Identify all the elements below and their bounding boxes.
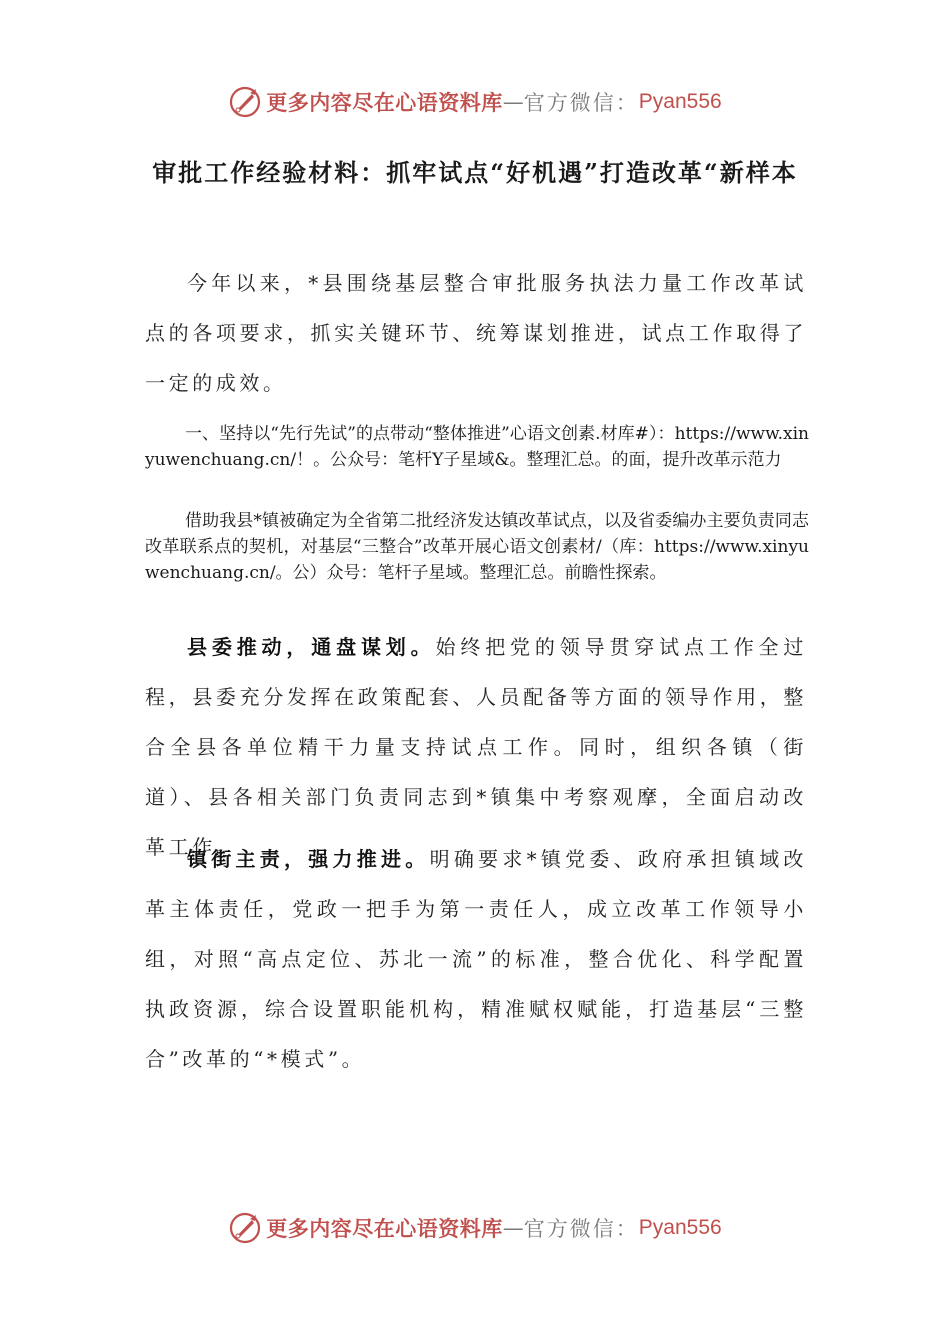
section-one-body: 借助我县*镇被确定为全省第二批经济发达镇改革试点，以及省委编办主要负责同志改革联系点的契机，对基层“三整合”改革开展心语文创素材/（库：https://www.xinyuwenchuang.cn/。公）众号：笔杆子星域。整理汇总。前瞻性探索。 (145, 511, 809, 583)
section-one-heading: 一、坚持以“先行先试”的点带动“整体推进”心语文创素.材库#）：https://www.xinyuwenchuang.cn/！。公众号：笔杆Y子星域&。整理汇总。的面，提升改革示范力 (145, 424, 809, 470)
town-heading: 镇街主责，强力推进。 (187, 847, 430, 871)
watermark-wechat-id: Pyan556 (638, 1216, 722, 1239)
watermark-separator: — (502, 1216, 524, 1240)
intro-paragraph: 今年以来，*县围绕基层整合审批服务执法力量工作改革试点的各项要求，抓实关键环节、统筹谋划推进，试点工作取得了一定的成效。 (145, 271, 807, 395)
document-title: 审批工作经验材料：抓牢试点“好机遇”打造改革“新样本 (152, 158, 798, 187)
town-body: 明确要求*镇党委、政府承担镇域改革主体责任，党政一把手为第一责任人，成立改革工作领导小组，对照“高点定位、苏北一流”的标准，整合优化、科学配置执政资源，综合设置职能机构，精准赋权赋能，打造基层“三整合”改革的“*模式”。 (145, 847, 807, 1071)
quill-logo-icon (228, 1211, 262, 1245)
county-heading: 县委推动，通盘谋划。 (187, 635, 436, 659)
watermark-text: 更多内容尽在心语资料库 (266, 1216, 503, 1241)
watermark-separator: — (502, 90, 524, 114)
watermark-banner-bottom (0, 1208, 950, 1248)
quill-logo-icon (228, 85, 262, 119)
watermark-official-label: 官方微信： (523, 1217, 639, 1241)
watermark-wechat-id: Pyan556 (638, 90, 722, 113)
watermark-official-label: 官方微信： (523, 91, 639, 115)
watermark-text: 更多内容尽在心语资料库 (266, 90, 503, 115)
county-body: 始终把党的领导贯穿试点工作全过程，县委充分发挥在政策配套、人员配备等方面的领导作用，整合全县各单位精干力量支持试点工作。同时，组织各镇（街道）、县各相关部门负责同志到*镇集中考察观摩，全面启动改革工作。 (145, 635, 807, 859)
watermark-banner-top (0, 82, 950, 122)
town-paragraph (145, 834, 807, 1084)
